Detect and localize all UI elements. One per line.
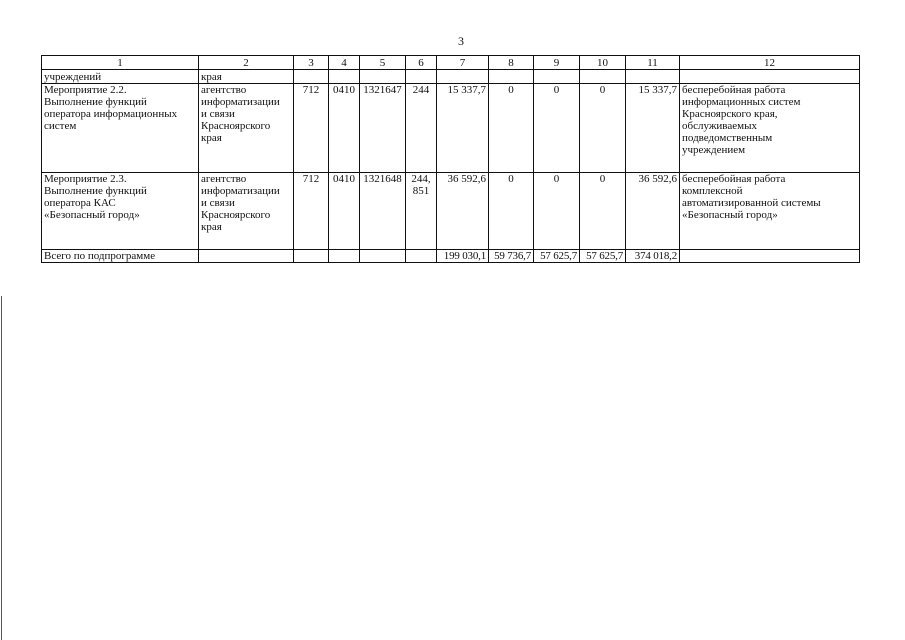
header-row bbox=[42, 56, 860, 70]
vr-cell: 244 bbox=[406, 84, 437, 173]
header-cell-3: 3 bbox=[294, 56, 329, 70]
empty-cell bbox=[534, 70, 580, 84]
empty-cell bbox=[329, 70, 360, 84]
header-cell-1: 1 bbox=[42, 56, 199, 70]
empty-cell bbox=[680, 250, 860, 263]
empty-cell bbox=[437, 70, 489, 84]
year2-cell: 0 bbox=[489, 84, 534, 173]
table-row bbox=[42, 84, 860, 173]
period-total-cell: 15 337,7 bbox=[626, 84, 680, 173]
page-number: 3 bbox=[458, 34, 464, 48]
csr-cell: 1321647 bbox=[360, 84, 406, 173]
measure-cell: Мероприятие 2.2. Выполнение функций оператора информационных систем bbox=[42, 84, 199, 173]
table-row bbox=[42, 173, 860, 250]
vr-cell: 244, 851 bbox=[406, 173, 437, 250]
budget-table bbox=[41, 55, 860, 263]
year1-cell: 15 337,7 bbox=[437, 84, 489, 173]
year4-cell: 0 bbox=[580, 84, 626, 173]
header-cell-10: 10 bbox=[580, 56, 626, 70]
year3-cell: 0 bbox=[534, 173, 580, 250]
continuation-row bbox=[42, 70, 860, 84]
total-period: 374 018,2 bbox=[626, 250, 680, 263]
rzpr-cell: 0410 bbox=[329, 173, 360, 250]
csr-cell: 1321648 bbox=[360, 173, 406, 250]
header-cell-6: 6 bbox=[406, 56, 437, 70]
total-label: Всего по подпрограмме bbox=[42, 250, 199, 263]
total-year3: 57 625,7 bbox=[534, 250, 580, 263]
header-cell-9: 9 bbox=[534, 56, 580, 70]
grbs-cell: 712 bbox=[294, 84, 329, 173]
total-year4: 57 625,7 bbox=[580, 250, 626, 263]
empty-cell bbox=[329, 250, 360, 263]
year2-cell: 0 bbox=[489, 173, 534, 250]
empty-cell bbox=[580, 70, 626, 84]
empty-cell bbox=[294, 250, 329, 263]
result-cell: бесперебойная работа информационных систем Красноярского края, обслуживаемых подведомственным учреждением bbox=[680, 84, 860, 173]
empty-cell bbox=[406, 70, 437, 84]
total-row bbox=[42, 250, 860, 263]
rzpr-cell: 0410 bbox=[329, 84, 360, 173]
header-cell-12: 12 bbox=[680, 56, 860, 70]
header-cell-2: 2 bbox=[199, 56, 294, 70]
result-cell: бесперебойная работа комплексной автоматизированной системы «Безопасный город» bbox=[680, 173, 860, 250]
year3-cell: 0 bbox=[534, 84, 580, 173]
year4-cell: 0 bbox=[580, 173, 626, 250]
continuation-cell-1: учреждений bbox=[42, 70, 199, 84]
empty-cell bbox=[406, 250, 437, 263]
empty-cell bbox=[360, 250, 406, 263]
header-cell-8: 8 bbox=[489, 56, 534, 70]
header-cell-7: 7 bbox=[437, 56, 489, 70]
grbs-cell: 712 bbox=[294, 173, 329, 250]
total-year2: 59 736,7 bbox=[489, 250, 534, 263]
executor-cell: агентство информатизации и связи Красноярского края bbox=[199, 84, 294, 173]
header-cell-11: 11 bbox=[626, 56, 680, 70]
period-total-cell: 36 592,6 bbox=[626, 173, 680, 250]
empty-cell bbox=[199, 250, 294, 263]
year1-cell: 36 592,6 bbox=[437, 173, 489, 250]
empty-cell bbox=[294, 70, 329, 84]
empty-cell bbox=[360, 70, 406, 84]
header-cell-4: 4 bbox=[329, 56, 360, 70]
total-year1: 199 030,1 bbox=[437, 250, 489, 263]
empty-cell bbox=[489, 70, 534, 84]
measure-cell: Мероприятие 2.3. Выполнение функций оператора КАС «Безопасный город» bbox=[42, 173, 199, 250]
empty-cell bbox=[626, 70, 680, 84]
empty-cell bbox=[680, 70, 860, 84]
scan-edge-line bbox=[1, 296, 2, 640]
continuation-cell-2: края bbox=[199, 70, 294, 84]
header-cell-5: 5 bbox=[360, 56, 406, 70]
executor-cell: агентство информатизации и связи Красноярского края bbox=[199, 173, 294, 250]
